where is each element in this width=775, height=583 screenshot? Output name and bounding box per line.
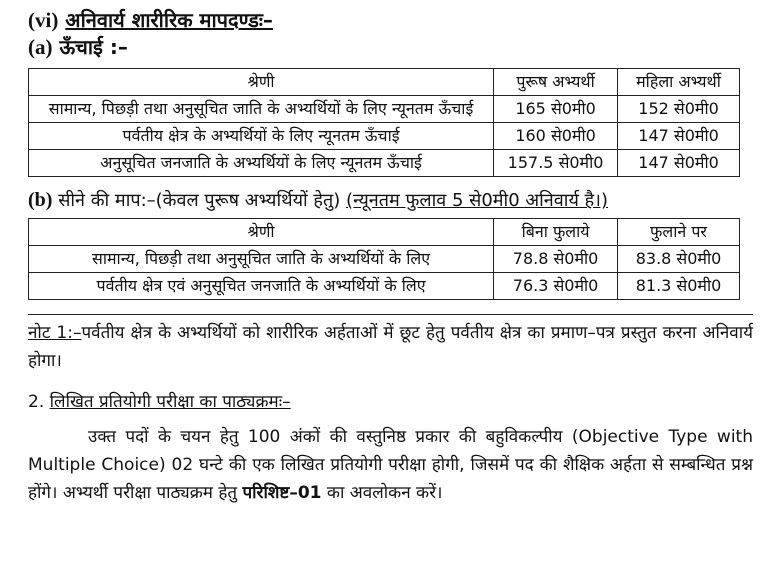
chest-category-cell: सामान्य, पिछड़ी तथा अनुसूचित जाति के अभ्यर्थियों के लिए [29, 246, 494, 273]
height-male-cell: 160 से0मी0 [494, 123, 618, 150]
section-number: (vi) [28, 8, 59, 32]
note-1-text: पर्वतीय क्षेत्र के अभ्यर्थियों को शारीरिक अर्हताओं में छूट हेतु पर्वतीय क्षेत्र का प्रमाण–पत्र प्रस्तुत करना अनिवार्य होगा। [28, 323, 754, 371]
height-category-cell: अनुसूचित जनजाति के अभ्यर्थियों के लिए न्यूनतम ऊँचाई [29, 150, 494, 177]
height-label-number: (a) [28, 35, 53, 59]
height-header-category: श्रेणी [29, 69, 494, 96]
chest-table-header [29, 219, 740, 246]
section-2-number: 2. [28, 392, 45, 412]
height-male-cell: 165 से0मी0 [494, 96, 618, 123]
height-category-cell: पर्वतीय क्षेत्र के अभ्यर्थियों के लिए न्यूनतम ऊँचाई [29, 123, 494, 150]
chest-label-text: सीने की माप:–(केवल पुरूष अभ्यर्थियों हेतु) [58, 190, 341, 211]
section-2-title: लिखित प्रतियोगी परीक्षा का पाठ्यक्रमः– [49, 392, 291, 412]
table-row [29, 273, 740, 300]
chest-header-unexpanded: बिना फुलाये [494, 219, 618, 246]
chest-table [28, 218, 740, 300]
chest-unexpanded-cell: 76.3 से0मी0 [494, 273, 618, 300]
height-male-cell: 157.5 से0मी0 [494, 150, 618, 177]
section-2-heading [28, 389, 753, 415]
height-female-cell: 152 से0मी0 [618, 96, 740, 123]
chest-header-category: श्रेणी [29, 219, 494, 246]
chest-label-number: (b) [28, 189, 53, 211]
height-table [28, 68, 740, 177]
height-table-header [29, 69, 740, 96]
chest-expanded-cell: 81.3 से0मी0 [618, 273, 740, 300]
table-row [29, 123, 740, 150]
syllabus-paragraph [28, 423, 753, 507]
height-header-female: महिला अभ्यर्थी [618, 69, 740, 96]
height-subheading [28, 34, 753, 60]
table-row [29, 246, 740, 273]
note-1-label: नोट 1:– [28, 323, 82, 343]
height-label-text: ऊँचाई :– [59, 35, 128, 59]
paragraph-tail: का अवलोकन करें। [321, 483, 443, 503]
appendix-reference: परिशिष्ट–01 [242, 483, 322, 503]
section-title: अनिवार्य शारीरिक मापदण्डः– [65, 8, 273, 32]
chest-category-cell: पर्वतीय क्षेत्र एवं अनुसूचित जनजाति के अभ्यर्थियों के लिए [29, 273, 494, 300]
height-category-cell: सामान्य, पिछड़ी तथा अनुसूचित जाति के अभ्यर्थियों के लिए न्यूनतम ऊँचाई [29, 96, 494, 123]
height-female-cell: 147 से0मी0 [618, 123, 740, 150]
chest-header-expanded: फुलाने पर [618, 219, 740, 246]
chest-subheading [28, 187, 753, 214]
document-page [28, 6, 753, 507]
section-heading [28, 6, 753, 34]
chest-unexpanded-cell: 78.8 से0मी0 [494, 246, 618, 273]
chest-expanded-cell: 83.8 से0मी0 [618, 246, 740, 273]
height-header-male: पुरूष अभ्यर्थी [494, 69, 618, 96]
table-row [29, 96, 740, 123]
note-1 [28, 314, 753, 375]
chest-note: (न्यूनतम फुलाव 5 से0मी0 अनिवार्य है।) [346, 190, 609, 211]
table-row [29, 150, 740, 177]
paragraph-text: उक्त पदों के चयन हेतु 100 अंकों की वस्तुनिष्ठ प्रकार की बहुविकल्पीय (Objective Type with Multiple Choice) 02 घन्टे की एक लिखित प्रतियोगी परीक्षा होगी, जिसमें पद की शैक्षिक अर्हता से सम्बन्धित प्रश्न होंगे। अभ्यर्थी परीक्षा पाठ्यक्रम हेतु [28, 427, 753, 503]
height-female-cell: 147 से0मी0 [618, 150, 740, 177]
